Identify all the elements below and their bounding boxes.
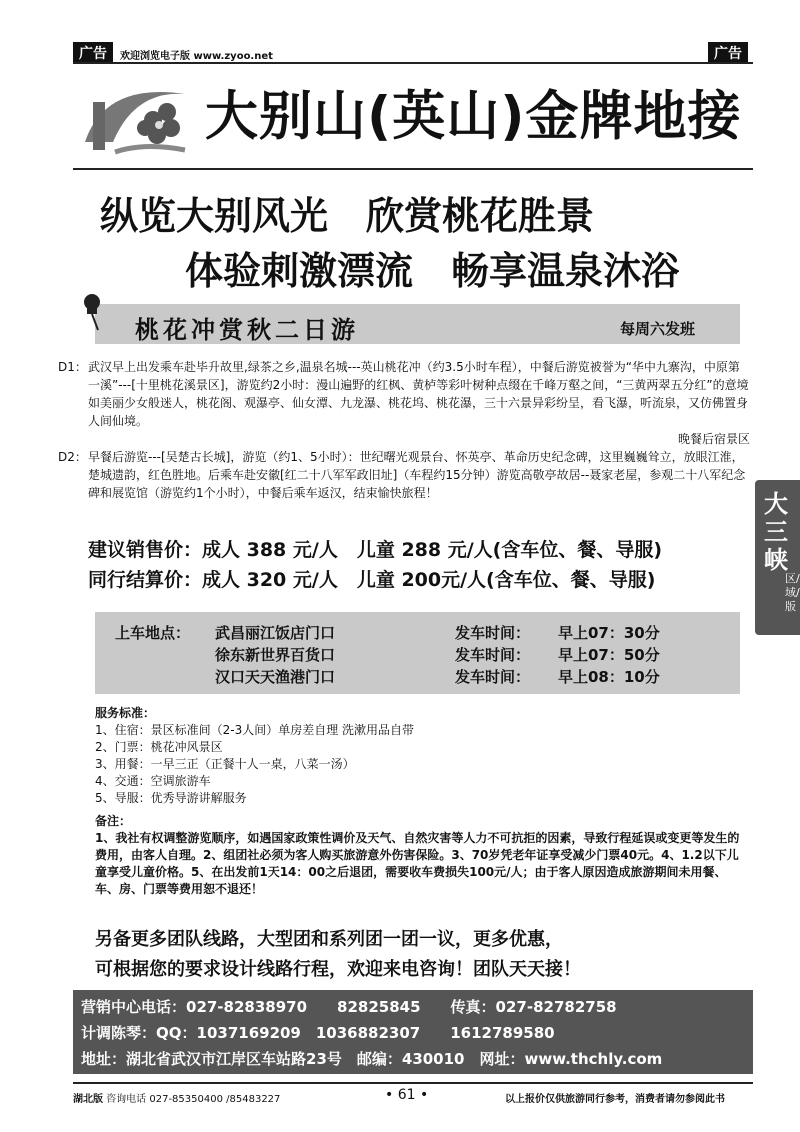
day-1-text: 武汉早上出发乘车赴毕升故里,绿茶之乡,温泉名城---英山桃花冲（约3.5小时车程），中餐后游览被誉为“华中九寨沟，中原第一溪”---[十里桃花溪景区]，游览约2小时：漫山遍野的红枫、黄栌等彩叶树种点缀在千峰万壑之间，“三黄两翠五分红”的意境如美丽少女般迷人，桃花阁、观瀑亭、仙女潭、九龙瀑、桃花坞、桃花瀑，三十六景异彩纷呈，看飞瀑，听流泉，又仿佛置身人间仙境。 [88, 360, 749, 428]
promo-line-2: 可根据您的要求设计线路行程，欢迎来电咨询！团队天天接！ [95, 959, 581, 980]
service-item: 1、住宿：景区标准间（2-3人间）单房差自理 洗漱用品自带 [95, 723, 415, 737]
service-item: 4、交通：空调旅游车 [95, 774, 211, 788]
service-item: 2、门票：桃花冲风景区 [95, 740, 223, 754]
footer-phone: 咨询电话 027-85350400 /85483227 [106, 1094, 281, 1105]
day-1-label: D1： [58, 360, 87, 374]
depart-label-2: 发车时间： [455, 646, 531, 664]
depart-time-3: 早上08：10分 [558, 668, 660, 686]
ad-tag-right: 广告 [708, 42, 748, 64]
slogan-line-2: 体验刺激漂流 畅享温泉沐浴 [185, 248, 680, 293]
services-title: 服务标准： [95, 706, 156, 720]
footer-disclaimer: 以上报价仅供旅游同行参考，消费者请勿参阅此书 [505, 1094, 725, 1105]
company-logo [75, 72, 200, 166]
depart-label-3: 发车时间： [455, 668, 531, 686]
day-1-end: 晚餐后宿景区 [677, 432, 750, 446]
promo-line-1: 另备更多团队线路，大型团和系列团一团一议，更多优惠， [95, 929, 563, 950]
itinerary-day-2 [58, 448, 750, 502]
suggested-price: 建议销售价：成人 388 元/人 儿童 288 元/人(含车位、餐、导服) [88, 539, 663, 561]
side-tab-subtitle: 区/域/版 [785, 572, 800, 613]
contact-block [73, 990, 753, 1074]
notes-title: 备注： [95, 814, 132, 828]
page-number: • 61 • [385, 1087, 429, 1103]
pickup-location-2: 徐东新世界百货口 [215, 646, 336, 664]
day-2-label: D2： [58, 450, 87, 464]
contact-phone: 营销中心电话：027-82838970 82825845 传真：027-82782758 [81, 998, 617, 1016]
tour-schedule: 每周六发班 [620, 320, 696, 338]
day-2-text: 早餐后游览---[吴楚古长城]，游览（约1、5小时）：世纪曙光观景台、怀英亭、革命历史纪念碑，这里巍巍耸立，放眼江淮，楚城遗韵，红色胜地。后乘车赴安徽[红二十八军军政旧址]（车程约15分钟）游览高敬亭故居--聂家老屋，参观二十八军纪念碑和展览馆（游览约1个小时），中餐后乘车返汉，结束愉快旅程！ [88, 450, 746, 500]
footer-left [73, 1090, 280, 1105]
notes-text: 1、我社有权调整游览顺序，如遇国家政策性调价及天气、自然灾害等人力不可抗拒的因素，导致行程延误或变更等发生的费用，由客人自理。2、组团社必须为客人购买旅游意外伤害保险。3、70岁凭老年证享受减少门票40元。4、1.2以下儿童享受儿童价格。5、在出发前1天14：00之后退团，需要收车费损失100元/人；由于客人原因造成旅游期间未用餐、车、房、门票等费用恕不退还！ [95, 831, 740, 896]
pickup-location-3: 汉口天天渔港门口 [215, 668, 336, 686]
tour-name: 桃花冲赏秋二日游 [135, 316, 359, 344]
welcome-text: 欢迎浏览电子版 www.zyoo.net [120, 51, 273, 62]
ad-tag-left: 广告 [73, 42, 113, 64]
contact-address: 地址：湖北省武汉市江岸区车站路23号 邮编：430010 网址：www.thchly.com [81, 1050, 663, 1068]
service-item: 3、用餐：一早三正（正餐十人一桌，八菜一汤） [95, 757, 355, 771]
pickup-location-1: 武昌丽江饭店门口 [215, 624, 336, 642]
pushpin-icon [78, 292, 110, 336]
slogan-line-1: 纵览大别风光 欣赏桃花胜景 [100, 193, 595, 238]
banner-title: 大别山(英山)金牌地接 [205, 86, 742, 147]
depart-time-1: 早上07：30分 [558, 624, 660, 642]
itinerary-day-1 [58, 358, 750, 448]
service-item: 5、导服：优秀导游讲解服务 [95, 791, 247, 805]
depart-label-1: 发车时间： [455, 624, 531, 642]
pickup-label: 上车地点： [115, 624, 191, 642]
side-tab [755, 480, 800, 635]
side-tab-title: 大三峡 [764, 490, 788, 574]
peer-price: 同行结算价：成人 320 元/人 儿童 200元/人(含车位、餐、导服) [88, 569, 656, 591]
contact-qq: 计调陈琴：QQ：1037169209 1036882307 1612789580 [81, 1024, 555, 1042]
depart-time-2: 早上07：50分 [558, 646, 660, 664]
edition-label: 湖北版 [73, 1094, 103, 1105]
